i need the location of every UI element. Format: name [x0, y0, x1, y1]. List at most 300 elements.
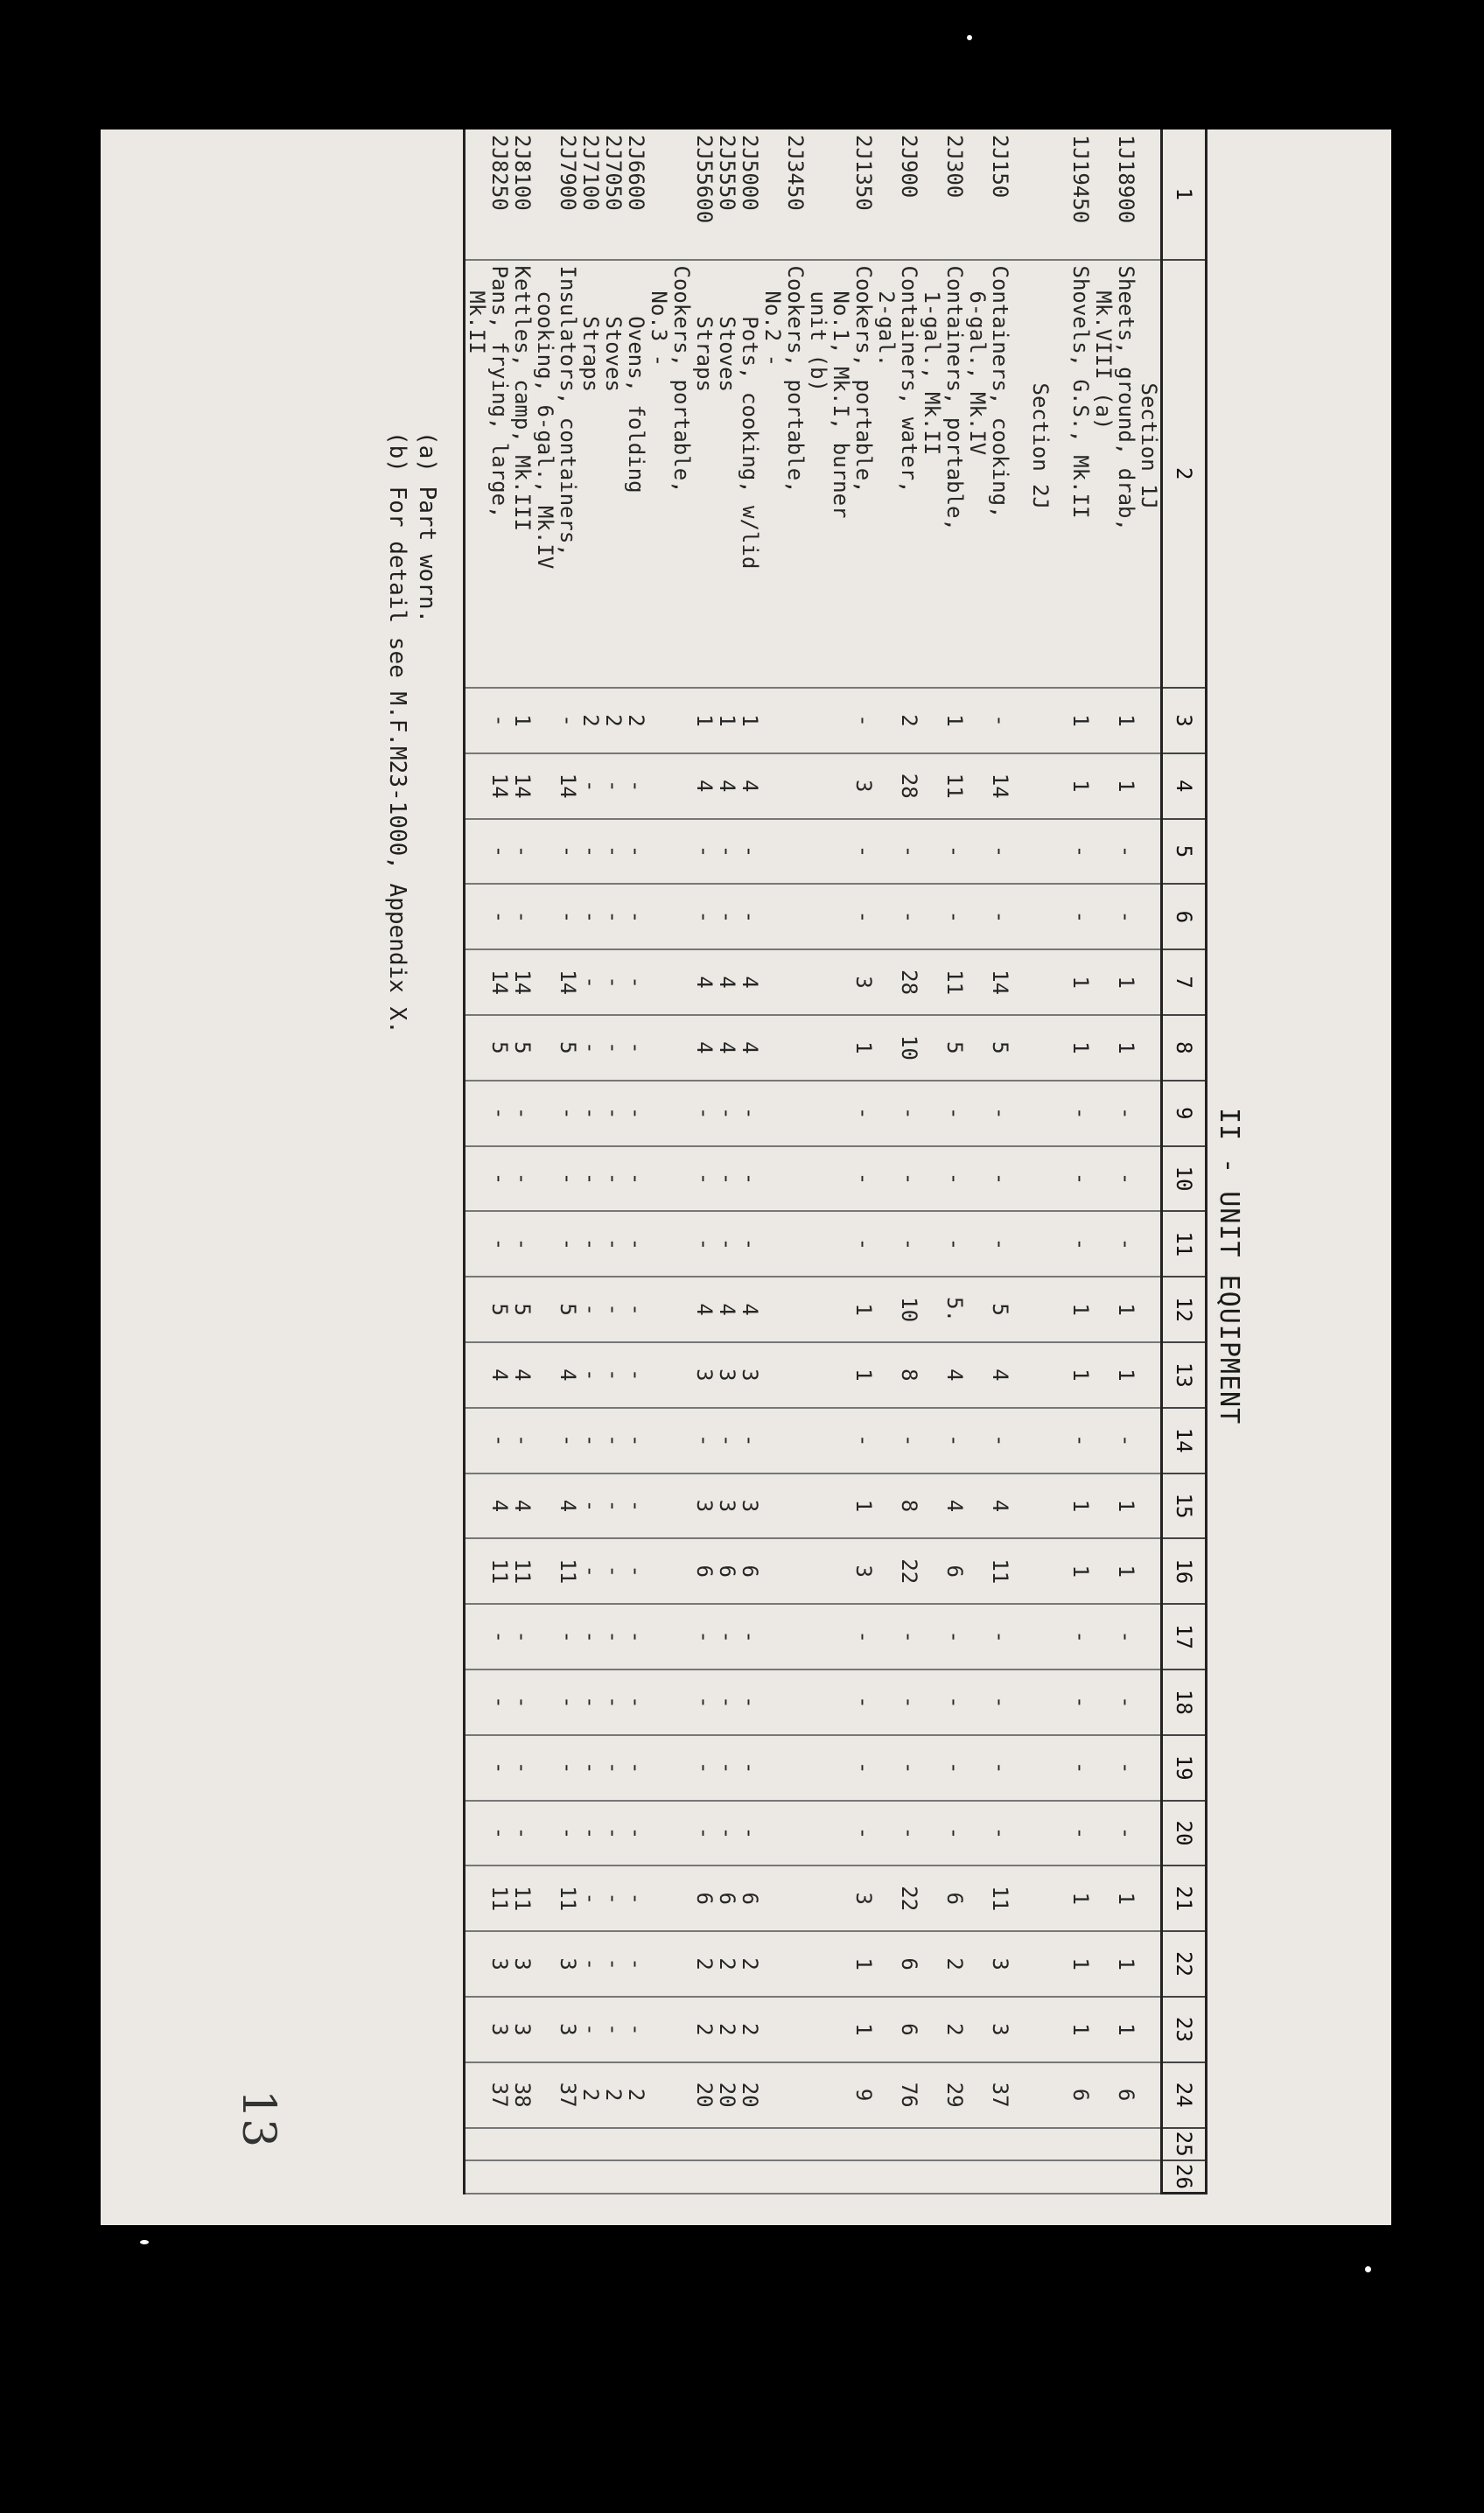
table-row: [579, 130, 602, 2194]
quantity-col-11: [807, 1211, 830, 1277]
quantity-col-12: 5: [556, 1277, 579, 1342]
quantity-col-3: -: [556, 688, 579, 753]
quantity-col-11: [784, 1211, 807, 1277]
quantity-col-12: [784, 1277, 807, 1342]
quantity-col-23: [534, 1997, 556, 2062]
column-header-16: 16: [1162, 1538, 1207, 1604]
quantity-col-4: 4: [738, 753, 761, 819]
quantity-col-5: -: [1115, 819, 1138, 885]
quantity-col-14: -: [579, 1408, 602, 1474]
item-code: 2J5000: [738, 130, 761, 260]
quantity-col-14: [875, 1408, 898, 1474]
quantity-col-23: [1092, 1997, 1115, 2062]
quantity-col-10: -: [1115, 1146, 1138, 1212]
quantity-col-26: [693, 2160, 716, 2194]
quantity-col-16: -: [579, 1538, 602, 1604]
quantity-col-5: [1052, 819, 1069, 885]
quantity-col-9: [1029, 1081, 1052, 1146]
quantity-col-17: [830, 1604, 852, 1670]
quantity-col-9: -: [488, 1081, 511, 1146]
quantity-col-18: [920, 1670, 943, 1735]
quantity-col-13: 4: [989, 1342, 1012, 1408]
quantity-col-6: [465, 884, 489, 949]
item-code: [920, 130, 943, 260]
quantity-col-22: [807, 1931, 830, 1997]
quantity-col-24: [875, 2062, 898, 2128]
section-title: Section 1J: [1138, 260, 1162, 689]
item-code: 1J19450: [1069, 130, 1092, 260]
quantity-col-12: 5.: [943, 1277, 966, 1342]
quantity-col-21: 1: [1069, 1866, 1092, 1931]
quantity-col-11: [1012, 1211, 1029, 1277]
quantity-col-17: [966, 1604, 989, 1670]
column-header-18: 18: [1162, 1670, 1207, 1735]
quantity-col-18: -: [943, 1670, 966, 1735]
quantity-col-13: 3: [716, 1342, 738, 1408]
quantity-col-23: [784, 1997, 807, 2062]
quantity-col-12: -: [602, 1277, 625, 1342]
quantity-col-18: -: [989, 1670, 1012, 1735]
quantity-col-4: -: [579, 753, 602, 819]
quantity-col-3: 2: [898, 688, 920, 753]
quantity-col-21: [1052, 1866, 1069, 1931]
quantity-col-7: [807, 949, 830, 1015]
quantity-col-22: 3: [511, 1931, 534, 1997]
quantity-col-21: 11: [511, 1866, 534, 1931]
table-row: [602, 130, 625, 2194]
quantity-col-23: [875, 1997, 898, 2062]
quantity-col-15: [966, 1474, 989, 1539]
quantity-col-15: [761, 1474, 784, 1539]
quantity-col-16: 6: [693, 1538, 716, 1604]
quantity-col-18: -: [1069, 1670, 1092, 1735]
quantity-col-10: -: [989, 1146, 1012, 1212]
quantity-col-10: [830, 1146, 852, 1212]
quantity-col-5: -: [852, 819, 875, 885]
quantity-col-18: -: [488, 1670, 511, 1735]
quantity-col-15: 4: [943, 1474, 966, 1539]
quantity-col-18: -: [602, 1670, 625, 1735]
document-sheet: [101, 130, 1391, 2225]
quantity-col-18: [807, 1670, 830, 1735]
quantity-col-8: [1029, 1015, 1052, 1081]
quantity-col-19: [1029, 1735, 1052, 1801]
quantity-col-9: [1052, 1081, 1069, 1146]
quantity-col-22: 1: [1069, 1931, 1092, 1997]
quantity-col-7: 14: [556, 949, 579, 1015]
quantity-col-10: -: [898, 1146, 920, 1212]
quantity-col-4: [1012, 753, 1029, 819]
quantity-col-17: [1012, 1604, 1029, 1670]
quantity-col-22: [1052, 1931, 1069, 1997]
quantity-col-23: [1029, 1997, 1052, 2062]
quantity-col-13: 3: [738, 1342, 761, 1408]
quantity-col-13: [761, 1342, 784, 1408]
quantity-col-6: -: [943, 884, 966, 949]
quantity-col-23: [920, 1997, 943, 2062]
quantity-col-3: [1092, 688, 1115, 753]
quantity-col-22: [966, 1931, 989, 1997]
quantity-col-20: [1029, 1801, 1052, 1866]
quantity-col-25: [1092, 2128, 1115, 2160]
quantity-col-16: -: [625, 1538, 648, 1604]
quantity-col-14: [784, 1408, 807, 1474]
quantity-col-5: -: [488, 819, 511, 885]
quantity-col-3: 1: [716, 688, 738, 753]
quantity-col-7: [1012, 949, 1029, 1015]
table-row: [966, 130, 989, 2194]
quantity-col-20: -: [511, 1801, 534, 1866]
quantity-col-12: 1: [1069, 1277, 1092, 1342]
quantity-col-25: [511, 2128, 534, 2160]
quantity-col-11: -: [898, 1211, 920, 1277]
quantity-col-10: [1138, 1146, 1162, 1212]
quantity-col-8: 5: [511, 1015, 534, 1081]
quantity-col-21: [1138, 1866, 1162, 1931]
quantity-col-24: [830, 2062, 852, 2128]
quantity-col-14: -: [511, 1408, 534, 1474]
item-code: 2J150: [989, 130, 1012, 260]
quantity-col-5: [465, 819, 489, 885]
quantity-col-5: [807, 819, 830, 885]
quantity-col-17: [648, 1604, 670, 1670]
quantity-col-12: [920, 1277, 943, 1342]
quantity-col-11: -: [943, 1211, 966, 1277]
quantity-col-24: 9: [852, 2062, 875, 2128]
quantity-col-15: [784, 1474, 807, 1539]
quantity-col-26: [1052, 2160, 1069, 2194]
quantity-col-21: 11: [488, 1866, 511, 1931]
column-header-20: 20: [1162, 1801, 1207, 1866]
quantity-col-3: [761, 688, 784, 753]
item-code: [534, 130, 556, 260]
quantity-col-14: -: [488, 1408, 511, 1474]
quantity-col-10: [1092, 1146, 1115, 1212]
quantity-col-17: -: [1115, 1604, 1138, 1670]
quantity-col-25: [625, 2128, 648, 2160]
quantity-col-23: [761, 1997, 784, 2062]
quantity-col-7: [1052, 949, 1069, 1015]
quantity-col-16: [670, 1538, 693, 1604]
quantity-col-25: [852, 2128, 875, 2160]
quantity-col-14: [648, 1408, 670, 1474]
quantity-col-13: -: [602, 1342, 625, 1408]
quantity-col-14: [1138, 1408, 1162, 1474]
quantity-col-14: [920, 1408, 943, 1474]
quantity-col-26: [1069, 2160, 1092, 2194]
quantity-col-16: 11: [511, 1538, 534, 1604]
quantity-col-21: [920, 1866, 943, 1931]
quantity-col-7: 4: [693, 949, 716, 1015]
quantity-col-6: -: [488, 884, 511, 949]
quantity-col-12: 5: [989, 1277, 1012, 1342]
quantity-col-7: [1029, 949, 1052, 1015]
quantity-col-24: 2: [579, 2062, 602, 2128]
quantity-col-19: -: [625, 1735, 648, 1801]
quantity-col-4: 14: [488, 753, 511, 819]
quantity-col-17: [807, 1604, 830, 1670]
quantity-col-14: -: [943, 1408, 966, 1474]
table-row: [920, 130, 943, 2194]
item-description: Containers, cooking,: [989, 260, 1012, 689]
quantity-col-22: 3: [488, 1931, 511, 1997]
quantity-col-20: [1092, 1801, 1115, 1866]
quantity-col-5: -: [556, 819, 579, 885]
quantity-col-26: [875, 2160, 898, 2194]
quantity-col-10: [1052, 1146, 1069, 1212]
quantity-col-8: [648, 1015, 670, 1081]
quantity-col-3: 2: [602, 688, 625, 753]
quantity-col-5: [1092, 819, 1115, 885]
quantity-col-18: -: [716, 1670, 738, 1735]
table-row: [761, 130, 784, 2194]
quantity-col-6: -: [716, 884, 738, 949]
quantity-col-7: [784, 949, 807, 1015]
quantity-col-5: -: [511, 819, 534, 885]
item-code: [670, 130, 693, 260]
quantity-col-26: [1092, 2160, 1115, 2194]
item-code: 2J7100: [579, 130, 602, 260]
quantity-col-20: [920, 1801, 943, 1866]
quantity-col-19: -: [488, 1735, 511, 1801]
column-header-1: 1: [1162, 130, 1207, 260]
quantity-col-3: 1: [943, 688, 966, 753]
quantity-col-6: [875, 884, 898, 949]
quantity-col-20: -: [579, 1801, 602, 1866]
quantity-col-9: [648, 1081, 670, 1146]
quantity-col-25: [579, 2128, 602, 2160]
quantity-col-8: [875, 1015, 898, 1081]
item-code: [875, 130, 898, 260]
quantity-col-16: 22: [898, 1538, 920, 1604]
quantity-col-7: 28: [898, 949, 920, 1015]
quantity-col-23: [830, 1997, 852, 2062]
quantity-col-18: -: [852, 1670, 875, 1735]
quantity-col-16: -: [602, 1538, 625, 1604]
quantity-col-7: [920, 949, 943, 1015]
quantity-col-4: -: [625, 753, 648, 819]
table-row: [1115, 130, 1138, 2194]
quantity-col-12: [1012, 1277, 1029, 1342]
quantity-col-25: [1115, 2128, 1138, 2160]
quantity-col-22: 2: [693, 1931, 716, 1997]
quantity-col-8: 5: [556, 1015, 579, 1081]
quantity-col-18: [670, 1670, 693, 1735]
quantity-col-12: [807, 1277, 830, 1342]
item-code: 1J18900: [1115, 130, 1138, 260]
item-code: [966, 130, 989, 260]
quantity-col-14: [761, 1408, 784, 1474]
item-code: 2J3450: [784, 130, 807, 260]
item-code: 2J6600: [625, 130, 648, 260]
quantity-col-11: -: [625, 1211, 648, 1277]
quantity-col-9: [1012, 1081, 1029, 1146]
quantity-col-13: [875, 1342, 898, 1408]
item-description: Cookers, portable,: [670, 260, 693, 689]
quantity-col-18: [761, 1670, 784, 1735]
quantity-col-3: [875, 688, 898, 753]
quantity-col-24: [465, 2062, 489, 2128]
quantity-col-24: 38: [511, 2062, 534, 2128]
quantity-col-15: [670, 1474, 693, 1539]
quantity-col-19: -: [579, 1735, 602, 1801]
quantity-col-17: [784, 1604, 807, 1670]
quantity-col-6: [648, 884, 670, 949]
item-code: 2J900: [898, 130, 920, 260]
quantity-col-12: [966, 1277, 989, 1342]
quantity-col-18: -: [625, 1670, 648, 1735]
quantity-col-21: -: [602, 1866, 625, 1931]
quantity-col-20: -: [602, 1801, 625, 1866]
item-description: Mk.VIII (a): [1092, 260, 1115, 689]
quantity-col-8: [465, 1015, 489, 1081]
quantity-col-7: -: [579, 949, 602, 1015]
quantity-col-12: [534, 1277, 556, 1342]
quantity-col-15: 1: [852, 1474, 875, 1539]
quantity-col-4: 14: [556, 753, 579, 819]
quantity-col-7: [534, 949, 556, 1015]
quantity-col-5: [1029, 819, 1052, 885]
quantity-col-3: -: [488, 688, 511, 753]
quantity-col-20: [670, 1801, 693, 1866]
quantity-col-25: [1029, 2128, 1052, 2160]
quantity-col-14: [1012, 1408, 1029, 1474]
quantity-col-17: [920, 1604, 943, 1670]
quantity-col-5: [1012, 819, 1029, 885]
quantity-col-20: -: [943, 1801, 966, 1866]
quantity-col-5: -: [943, 819, 966, 885]
quantity-col-23: -: [625, 1997, 648, 2062]
quantity-col-4: [920, 753, 943, 819]
quantity-col-21: -: [579, 1866, 602, 1931]
quantity-col-24: 20: [693, 2062, 716, 2128]
quantity-col-16: [830, 1538, 852, 1604]
quantity-col-22: [465, 1931, 489, 1997]
quantity-col-25: [784, 2128, 807, 2160]
quantity-col-21: -: [625, 1866, 648, 1931]
quantity-col-14: -: [852, 1408, 875, 1474]
item-description: Cookers, portable,: [784, 260, 807, 689]
quantity-col-8: [920, 1015, 943, 1081]
quantity-col-25: [1138, 2128, 1162, 2160]
quantity-col-25: [761, 2128, 784, 2160]
quantity-col-19: -: [943, 1735, 966, 1801]
quantity-col-3: [807, 688, 830, 753]
quantity-col-13: [670, 1342, 693, 1408]
quantity-col-18: [1052, 1670, 1069, 1735]
quantity-col-24: 20: [716, 2062, 738, 2128]
quantity-col-16: 1: [1069, 1538, 1092, 1604]
quantity-col-5: [830, 819, 852, 885]
quantity-col-9: -: [1069, 1081, 1092, 1146]
quantity-col-4: [648, 753, 670, 819]
quantity-col-26: [511, 2160, 534, 2194]
quantity-col-10: -: [556, 1146, 579, 1212]
equipment-table: [463, 130, 1208, 2194]
quantity-col-26: [625, 2160, 648, 2194]
quantity-col-15: 4: [556, 1474, 579, 1539]
quantity-col-4: [1052, 753, 1069, 819]
quantity-col-21: 3: [852, 1866, 875, 1931]
quantity-col-10: -: [511, 1146, 534, 1212]
quantity-col-13: 1: [852, 1342, 875, 1408]
quantity-col-15: 3: [716, 1474, 738, 1539]
quantity-col-4: 4: [693, 753, 716, 819]
table-row: [488, 130, 511, 2194]
item-code: [1029, 130, 1052, 260]
film-speck: [967, 35, 972, 40]
table-row: [784, 130, 807, 2194]
quantity-col-23: 3: [511, 1997, 534, 2062]
quantity-col-9: [784, 1081, 807, 1146]
quantity-col-15: 4: [488, 1474, 511, 1539]
column-header-5: 5: [1162, 819, 1207, 885]
quantity-col-18: -: [579, 1670, 602, 1735]
column-header-17: 17: [1162, 1604, 1207, 1670]
item-description: 2-gal.: [875, 260, 898, 689]
quantity-col-26: [556, 2160, 579, 2194]
quantity-col-13: [966, 1342, 989, 1408]
quantity-col-6: -: [693, 884, 716, 949]
quantity-col-4: [807, 753, 830, 819]
quantity-col-17: -: [716, 1604, 738, 1670]
quantity-col-10: [875, 1146, 898, 1212]
quantity-col-15: -: [602, 1474, 625, 1539]
quantity-col-23: 6: [898, 1997, 920, 2062]
table-row: [943, 130, 966, 2194]
quantity-col-26: [852, 2160, 875, 2194]
table-row: [1012, 130, 1029, 2194]
quantity-col-12: [648, 1277, 670, 1342]
quantity-col-13: [648, 1342, 670, 1408]
quantity-col-18: -: [693, 1670, 716, 1735]
quantity-col-12: [1029, 1277, 1052, 1342]
quantity-col-17: -: [989, 1604, 1012, 1670]
quantity-col-19: [830, 1735, 852, 1801]
quantity-col-22: -: [579, 1931, 602, 1997]
quantity-col-9: [670, 1081, 693, 1146]
quantity-col-24: 2: [625, 2062, 648, 2128]
quantity-col-6: -: [738, 884, 761, 949]
quantity-col-19: [875, 1735, 898, 1801]
quantity-col-18: -: [511, 1670, 534, 1735]
quantity-col-21: [1092, 1866, 1115, 1931]
quantity-col-4: [670, 753, 693, 819]
quantity-col-25: [1052, 2128, 1069, 2160]
quantity-col-17: -: [1069, 1604, 1092, 1670]
quantity-col-6: -: [852, 884, 875, 949]
quantity-col-14: [1092, 1408, 1115, 1474]
quantity-col-8: [830, 1015, 852, 1081]
quantity-col-17: [534, 1604, 556, 1670]
quantity-col-23: [1052, 1997, 1069, 2062]
quantity-col-13: 4: [943, 1342, 966, 1408]
quantity-col-9: [875, 1081, 898, 1146]
item-code: 2J8100: [511, 130, 534, 260]
item-description: Pans, frying, large,: [488, 260, 511, 689]
quantity-col-23: -: [579, 1997, 602, 2062]
item-description: Stoves: [602, 260, 625, 689]
quantity-col-18: -: [1115, 1670, 1138, 1735]
quantity-col-9: -: [511, 1081, 534, 1146]
quantity-col-6: [534, 884, 556, 949]
quantity-col-18: [648, 1670, 670, 1735]
quantity-col-12: [1052, 1277, 1069, 1342]
quantity-col-3: [784, 688, 807, 753]
quantity-col-23: 2: [738, 1997, 761, 2062]
quantity-col-11: [830, 1211, 852, 1277]
column-header-15: 15: [1162, 1474, 1207, 1539]
